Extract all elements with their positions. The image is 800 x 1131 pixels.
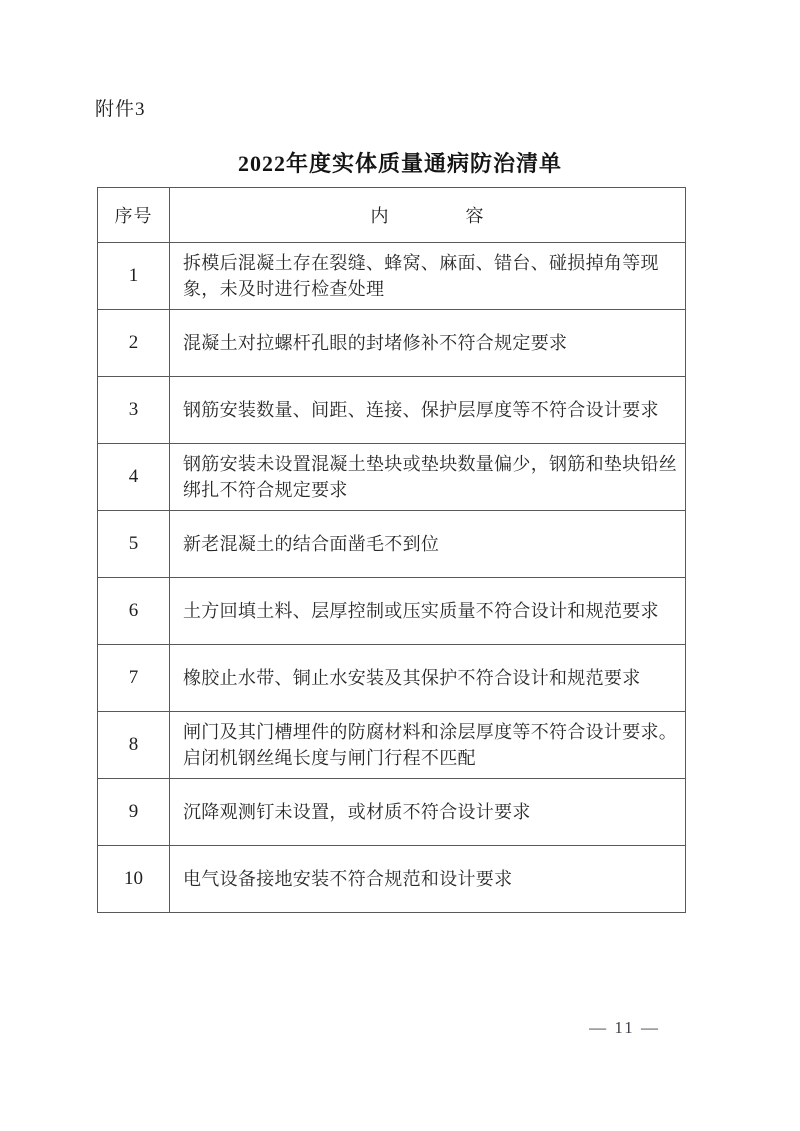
row-number: 8 xyxy=(98,712,170,779)
row-number: 9 xyxy=(98,779,170,846)
row-number: 3 xyxy=(98,377,170,444)
document-title: 2022年度实体质量通病防治清单 xyxy=(237,151,562,176)
row-content: 沉降观测钉未设置，或材质不符合设计要求 xyxy=(170,779,686,846)
table-row xyxy=(98,511,686,578)
row-content: 土方回填土料、层厚控制或压实质量不符合设计和规范要求 xyxy=(170,578,686,645)
row-number: 5 xyxy=(98,511,170,578)
table-row xyxy=(98,243,686,310)
header-cell-content: 内 容 xyxy=(170,188,686,243)
row-number: 4 xyxy=(98,444,170,511)
table-header-row xyxy=(98,188,686,243)
attachment-label: 附件3 xyxy=(95,99,146,120)
header-cell-no: 序号 xyxy=(98,188,170,243)
row-number: 2 xyxy=(98,310,170,377)
table-row xyxy=(98,377,686,444)
row-number: 6 xyxy=(98,578,170,645)
row-content: 拆模后混凝土存在裂缝、蜂窝、麻面、错台、碰损掉角等现象，未及时进行检查处理 xyxy=(170,243,686,310)
table-row xyxy=(98,310,686,377)
table-row xyxy=(98,779,686,846)
defects-table xyxy=(97,187,686,913)
table-row xyxy=(98,712,686,779)
row-content: 闸门及其门槽埋件的防腐材料和涂层厚度等不符合设计要求。启闭机钢丝绳长度与闸门行程不匹配 xyxy=(170,712,686,779)
row-content: 钢筋安装数量、间距、连接、保护层厚度等不符合设计要求 xyxy=(170,377,686,444)
row-content: 橡胶止水带、铜止水安装及其保护不符合设计和规范要求 xyxy=(170,645,686,712)
table-row xyxy=(98,846,686,913)
row-number: 1 xyxy=(98,243,170,310)
page-number: — 11 — xyxy=(589,1018,660,1037)
row-content: 混凝土对拉螺杆孔眼的封堵修补不符合规定要求 xyxy=(170,310,686,377)
row-number: 7 xyxy=(98,645,170,712)
table-row xyxy=(98,444,686,511)
table-row xyxy=(98,578,686,645)
row-number: 10 xyxy=(98,846,170,913)
table-row xyxy=(98,645,686,712)
row-content: 钢筋安装未设置混凝土垫块或垫块数量偏少，钢筋和垫块铅丝绑扎不符合规定要求 xyxy=(170,444,686,511)
row-content: 电气设备接地安装不符合规范和设计要求 xyxy=(170,846,686,913)
row-content: 新老混凝土的结合面凿毛不到位 xyxy=(170,511,686,578)
